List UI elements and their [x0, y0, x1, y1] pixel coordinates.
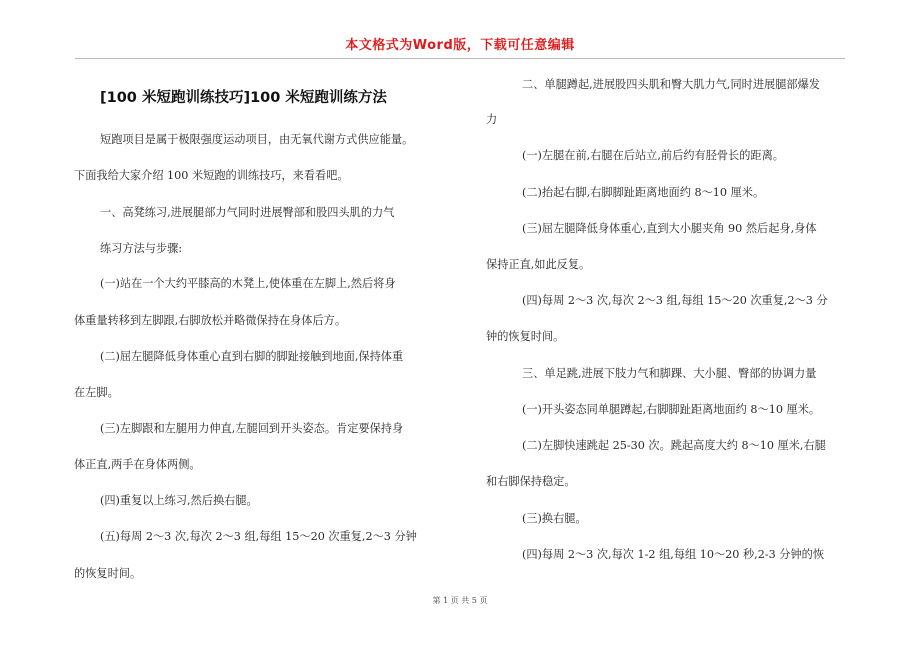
left-line-5: (一)站在一个大约平膝高的木凳上,使体重在左脚上,然后将身 [100, 277, 396, 290]
right-line-6: 保持正直,如此反复。 [486, 258, 591, 271]
left-line-12: (五)每周 2～3 次,每次 2～3 组,每组 15～20 次重复,2～3 分钟 [100, 530, 417, 543]
right-line-1: 二、单腿蹲起,进展股四头肌和臀大肌力气,同时进展腿部爆发 [522, 78, 820, 91]
right-line-5: (三)屈左腿降低身体重心,直到大小腿夹角 90 然后起身,身体 [522, 222, 817, 235]
right-line-14: (四)每周 2～3 次,每次 1-2 组,每组 10～20 秒,2-3 分钟的恢 [522, 548, 825, 561]
document-title: [100 米短跑训练技巧]100 米短跑训练方法 [100, 90, 387, 106]
left-line-3: 一、高凳练习,进展腿部力气同时进展臀部和股四头肌的力气 [100, 206, 395, 219]
right-line-12: 和右脚保持稳定。 [486, 475, 576, 488]
format-banner: 本文格式为Word版，下载可任意编辑 [345, 38, 575, 53]
left-line-11: (四)重复以上练习,然后换右腿。 [100, 494, 258, 507]
left-line-4: 练习方法与步骤: [100, 242, 183, 255]
left-line-8: 在左脚。 [74, 386, 119, 399]
right-line-13: (三)换右腿。 [522, 512, 587, 525]
left-line-9: (三)左脚跟和左腿用力伸直,左腿回到开头姿态。肯定要保持身 [100, 422, 404, 435]
right-line-11: (二)左脚快速跳起 25-30 次。跳起高度大约 8～10 厘米,右腿 [522, 439, 826, 452]
page-number: 第 1 页 共 5 页 [432, 596, 488, 605]
left-line-10: 体正直,两手在身体两侧。 [74, 458, 201, 471]
right-line-2: 力 [486, 113, 498, 126]
header-divider [75, 58, 845, 59]
right-line-9: 三、单足跳,进展下肢力气和脚踝、大小腿、臀部的协调力量 [522, 367, 817, 380]
right-line-7: (四)每周 2～3 次,每次 2～3 组,每组 15～20 次重复,2～3 分 [522, 294, 828, 307]
right-line-8: 钟的恢复时间。 [486, 330, 565, 343]
right-line-4: (二)抬起右脚,右脚脚趾距离地面约 8～10 厘米。 [522, 186, 765, 199]
right-line-10: (一)开头姿态同单腿蹲起,右脚脚趾距离地面约 8～10 厘米。 [522, 403, 821, 416]
left-line-7: (二)屈左腿降低身体重心直到右脚的脚趾接触到地面,保持体重 [100, 350, 404, 363]
left-line-2: 下面我给大家介绍 100 米短跑的训练技巧，来看看吧。 [74, 169, 349, 182]
left-line-13: 的恢复时间。 [74, 567, 142, 580]
left-line-1: 短跑项目是属于极限强度运动项目，由无氧代谢方式供应能量。 [100, 133, 414, 146]
right-line-3: (一)左腿在前,右腿在后站立,前后约有胫骨长的距离。 [522, 149, 784, 162]
left-line-6: 体重量转移到左脚跟,右脚放松并略微保持在身体后方。 [74, 314, 347, 327]
